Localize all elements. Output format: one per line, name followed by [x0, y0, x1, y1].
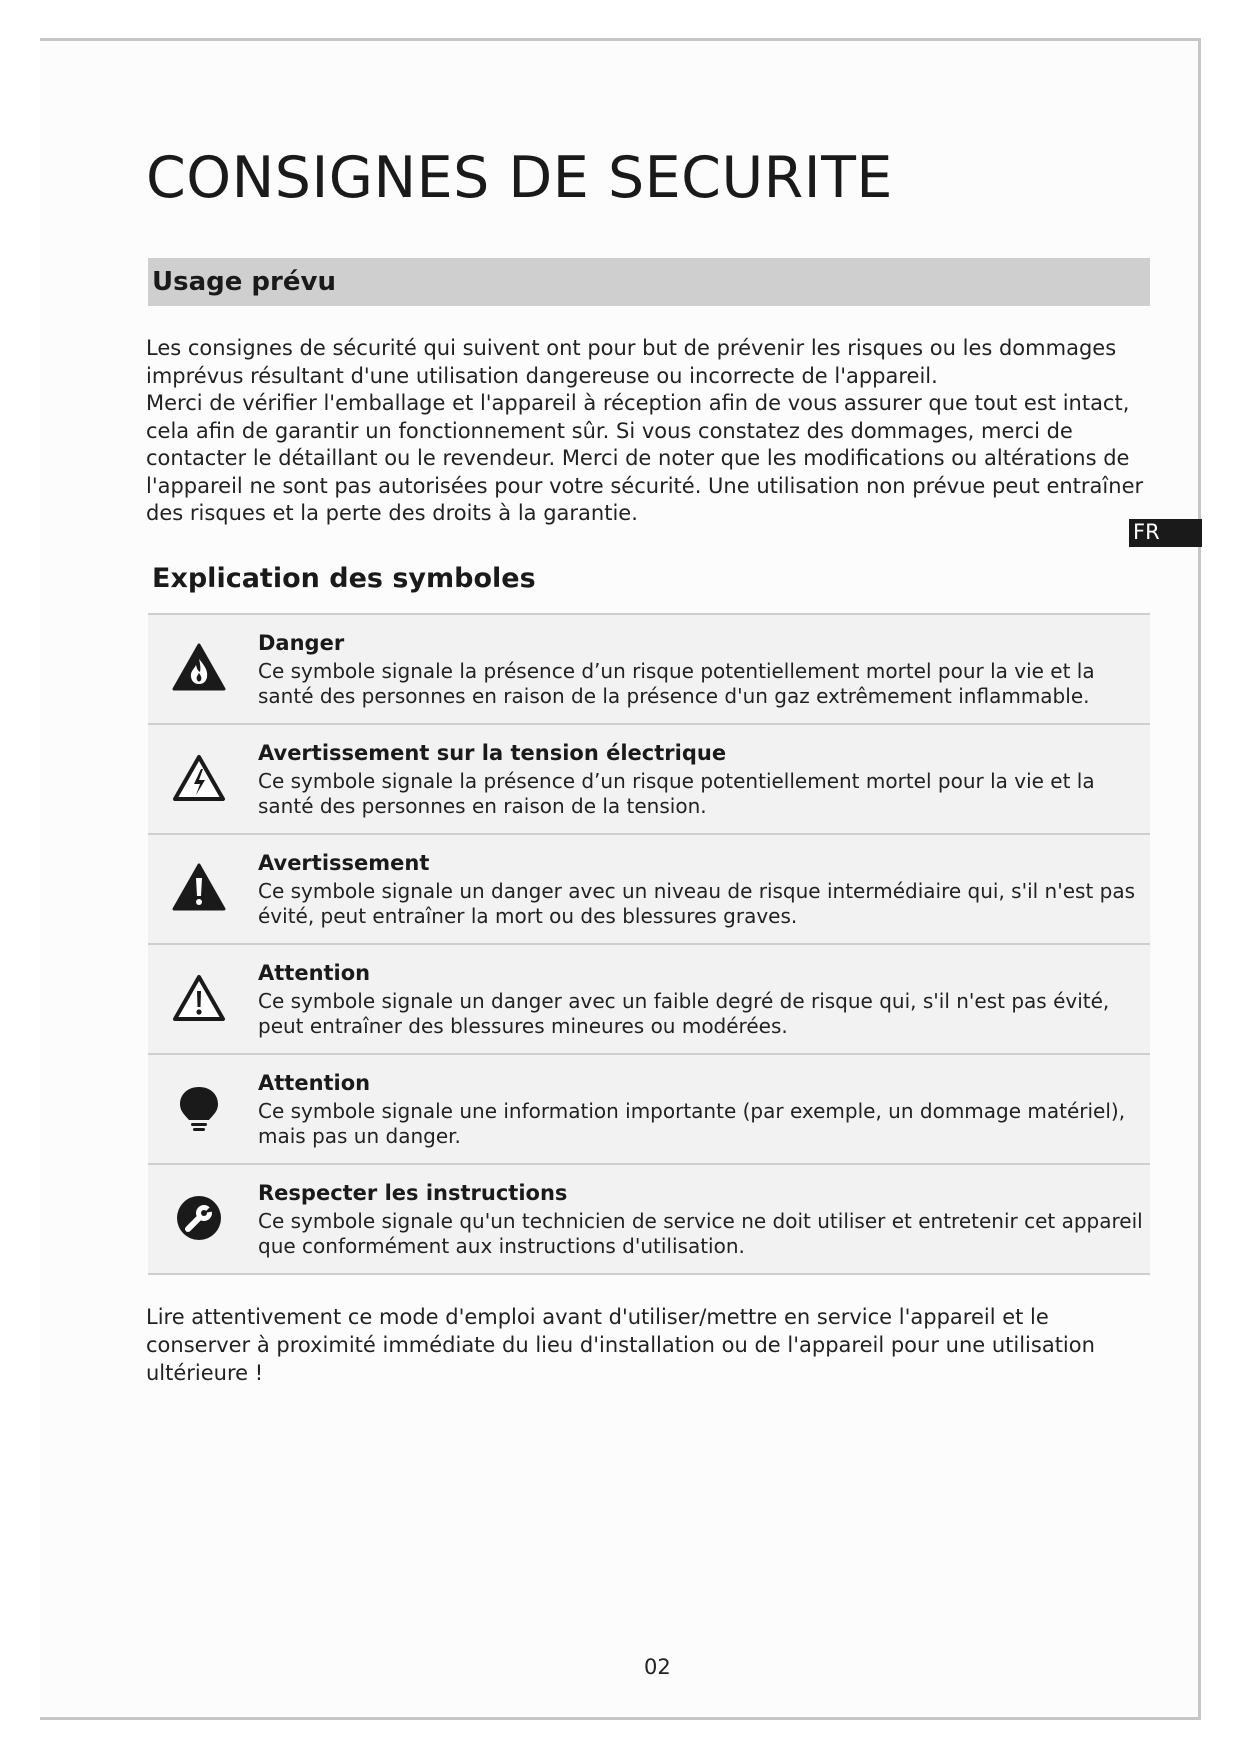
document-page [40, 38, 1201, 1720]
symbols-table [148, 613, 1150, 1275]
symbol-name: Danger [258, 631, 345, 655]
symbol-name: Avertissement sur la tension électrique [258, 741, 727, 765]
language-tab [1129, 519, 1202, 547]
page-title: CONSIGNES DE SECURITE [146, 145, 893, 211]
symbol-row-danger [148, 615, 1150, 725]
symbol-row-attention-outline [148, 945, 1150, 1055]
electric-warning-icon [170, 749, 228, 807]
symbol-row-attention-info [148, 1055, 1150, 1165]
symbol-description: Ce symbole signale un danger avec un niveau de risque intermédiaire qui, s'il n'est pas évité, peut entraîner la mort ou des blessures graves. [258, 879, 1136, 928]
usage-paragraph-2: Merci de vérifier l'emballage et l'appareil à réception afin de vous assurer que tout est intact, cela afin de garantir un fonctionnement sûr. Si vous constatez des dommages, merci de contacter le détaillant ou le revendeur. Merci de noter que les modifications ou altérations de l'appareil ne sont pas autorisées pour votre sécurité. Une utilisation non prévue peut entraîner des risques et la perte des droits à la garantie. [146, 391, 1144, 525]
lightbulb-icon [170, 1079, 228, 1137]
symbol-name: Attention [258, 1071, 371, 1095]
flame-warning-icon [170, 639, 228, 697]
page-number: 02 [644, 1655, 671, 1679]
symbol-name: Avertissement [258, 851, 430, 875]
symbol-description: Ce symbole signale la présence d’un risque potentiellement mortel pour la vie et la santé des personnes en raison de la tension. [258, 769, 1095, 818]
outline-warning-icon [170, 969, 228, 1027]
usage-heading: Usage prévu [152, 267, 336, 297]
symbol-row-instructions [148, 1165, 1150, 1275]
symbol-description: Ce symbole signale une information importante (par exemple, un dommage matériel), mais pas un danger. [258, 1099, 1126, 1148]
symbol-row-electrical [148, 725, 1150, 835]
wrench-icon [170, 1189, 228, 1247]
symbol-name: Respecter les instructions [258, 1181, 568, 1205]
usage-paragraph-1: Les consignes de sécurité qui suivent ont pour but de prévenir les risques ou les dommages imprévus résultant d'une utilisation dangereuse ou incorrecte de l'appareil. [146, 336, 1117, 388]
symbol-name: Attention [258, 961, 371, 985]
symbol-row-warning [148, 835, 1150, 945]
usage-text [146, 335, 1156, 528]
language-tab-label: FR [1133, 520, 1160, 544]
symbol-description: Ce symbole signale la présence d’un risque potentiellement mortel pour la vie et la santé des personnes en raison de la présence d'un gaz extrêmement inflammable. [258, 659, 1095, 708]
usage-section-header [148, 258, 1150, 306]
symbols-heading: Explication des symboles [152, 563, 536, 594]
symbol-description: Ce symbole signale qu'un technicien de service ne doit utiliser et entretenir cet appareil que conformément aux instructions d'utilisation. [258, 1209, 1143, 1258]
symbol-description: Ce symbole signale un danger avec un faible degré de risque qui, s'il n'est pas évité, peut entraîner des blessures mineures ou modérées. [258, 989, 1110, 1038]
filled-warning-icon [170, 859, 228, 917]
closing-instruction: Lire attentivement ce mode d'emploi avant d'utiliser/mettre en service l'appareil et le conserver à proximité immédiate du lieu d'installation ou de l'appareil pour une utilisation ultérieure ! [146, 1305, 1095, 1385]
